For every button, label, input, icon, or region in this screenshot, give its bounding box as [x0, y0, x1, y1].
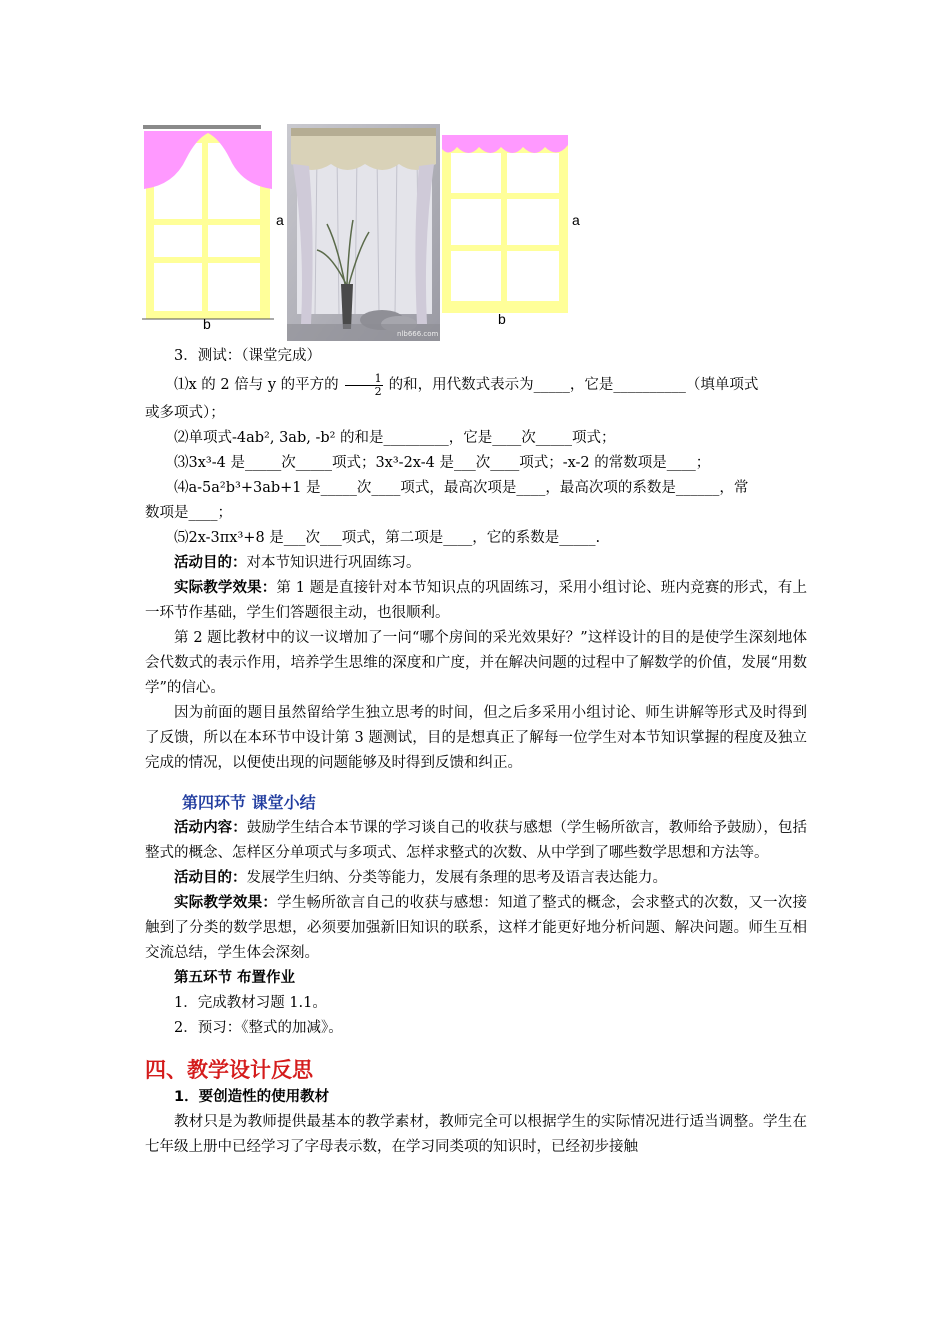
q1-prefix: ⑴x 的 2 倍与 y 的平方的	[174, 377, 339, 393]
label-b-right: b	[498, 311, 506, 327]
section4-title: 第四环节 课堂小结	[182, 793, 316, 812]
test-q5: ⑸2x-3πx³+8 是___次___项式，第二项是____，它的系数是_____.	[174, 530, 601, 546]
curtain-photo	[287, 124, 440, 341]
test-q3: ⑶3x³-4 是_____次_____项式；3x³-2x-4 是___次____项式；-x-2 的常数项是____；	[174, 455, 711, 471]
s3-purpose: 活动目的：对本节知识进行巩固练习。	[174, 555, 421, 571]
test-q4-cont: 数项是____；	[145, 505, 232, 521]
photo-watermark: nlb666.com	[397, 330, 439, 338]
s4-effect: 实际教学效果：学生畅所欲言自己的收获与感想：知道了整式的概念，会求整式的次数，又一次接触到了分类的数学思想，必须要加强新旧知识的联系，这样才能更好地分析问题、解决问题。师生互相交流总结，学生体会深刻。	[145, 895, 808, 961]
test-q1-cont: 或多项式）；	[145, 405, 225, 421]
reflection-title: 四、教学设计反思	[145, 1058, 313, 1082]
test-q4: ⑷a-5a²b³+3ab+1 是_____次____项式，最高次项是____，最高次项的系数是______，常	[174, 480, 749, 496]
label-b-left: b	[203, 316, 211, 332]
test-heading: 3．测试：（课堂完成）	[174, 348, 321, 364]
reflection-sub1: 1．要创造性的使用教材	[174, 1089, 330, 1105]
s3-para2: 第 2 题比教材中的议一议增加了一问“哪个房间的采光效果好？”这样设计的目的是使学生深刻地体会代数式的表示作用，培养学生思维的深度和广度，并在解决问题的过程中了解数学的价值，发展“用数学”的信心。	[145, 630, 807, 696]
test-q1	[145, 369, 807, 401]
s3-effect: 实际教学效果：第 1 题是直接针对本节知识点的巩固练习，采用小组讨论、班内竞赛的形式，有上一环节作基础，学生们答题很主动，也很顺利。	[145, 580, 807, 621]
fraction-one-half: $\frac{1}{2}$	[345, 373, 383, 398]
window-figure-arched	[142, 125, 274, 325]
s4-purpose: 活动目的：发展学生归纳、分类等能力，发展有条理的思考及语言表达能力。	[174, 870, 667, 886]
s5-item1: 1．完成教材习题 1.1。	[174, 995, 327, 1011]
s3-para3: 因为前面的题目虽然留给学生独立思考的时间，但之后多采用小组讨论、师生讲解等形式及时得到了反馈，所以在本环节中设计第 3 题测试，目的是想真正了解每一位学生对本节知识掌握的程度及独立完成的情况，以便使出现的问题能够及时得到反馈和纠正。	[145, 705, 807, 771]
label-a-right: a	[572, 212, 580, 228]
test-q2: ⑵单项式-4ab², 3ab, -b² 的和是_________，它是____次_____项式；	[174, 430, 616, 446]
q1-suffix: 的和，用代数式表示为_____，它是__________（填单项式	[388, 377, 759, 393]
s4-content: 活动内容：鼓励学生结合本节课的学习谈自己的收获与感想（学生畅所欲言，教师给予鼓励），包括整式的概念、怎样区分单项式与多项式、怎样求整式的次数、从中学到了哪些数学思想和方法等。	[145, 820, 808, 861]
window-figure-scalloped	[439, 133, 570, 314]
label-a-left: a	[276, 212, 284, 228]
reflection-para: 教材只是为教师提供最基本的教学素材，教师完全可以根据学生的实际情况进行适当调整。学生在七年级上册中已经学习了字母表示数，在学习同类项的知识时，已经初步接触	[145, 1114, 807, 1155]
document-body	[145, 344, 807, 1160]
s5-item2: 2．预习：《整式的加减》。	[174, 1020, 343, 1036]
section5-title: 第五环节 布置作业	[174, 970, 296, 986]
